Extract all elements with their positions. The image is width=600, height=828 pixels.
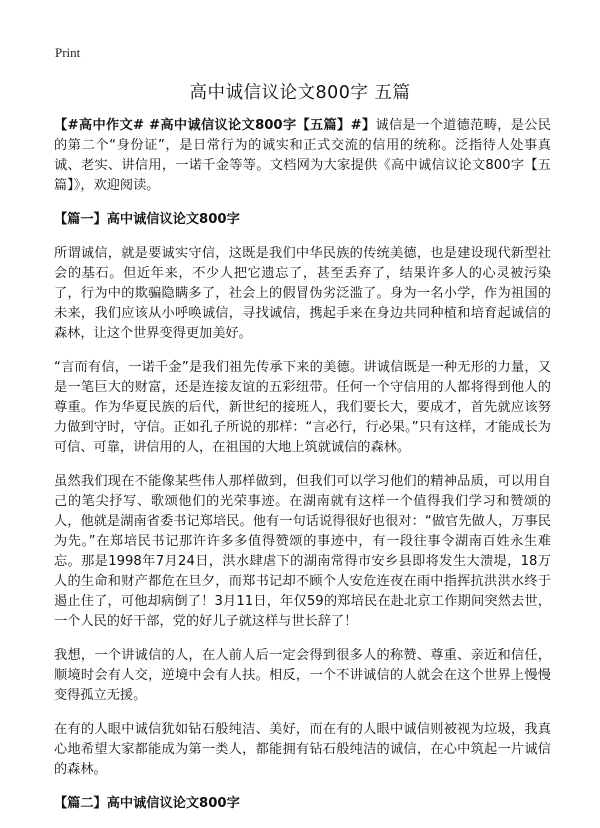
- article-body: [54, 116, 551, 828]
- intro-paragraph: [54, 116, 551, 196]
- print-link[interactable]: Print: [55, 45, 81, 60]
- body-paragraph: 虽然我们现在不能像某些伟人那样做到，但我们可以学习他们的精神品质，可以用自己的笔尖抒写、歌颂他们的光荣事迹。在湖南就有这样一个值得我们学习和赞颂的人，他就是湖南省委书记郑培民。他有一句话说得很好也很对：“做官先做人，万事民为先。”在郑培民书记那许许多多值得赞颂的事迹中，有一段往事令湖南百姓永生难忘。那是1998年7月24日，洪水肆虐下的湖南常得市安乡县即将发生大溃堤，18万人的生命和财产都危在旦夕，而郑书记却不顾个人安危连夜在雨中指挥抗洪洪水终于遏止住了，可他却病倒了！3月11日，年仅59的郑培民在赴北京工作期间突然去世，一个人民的好干部，党的好儿子就这样与世长辞了！: [54, 474, 551, 629]
- section-heading: 【篇一】高中诚信议论文800字: [54, 212, 240, 227]
- body-paragraph: 在有的人眼中诚信犹如钻石般纯洁、美好，而在有的人眼中诚信则被视为垃圾，我真心地希望大家都能成为第一类人，都能拥有钻石般纯洁的诚信，在心中筑起一片诚信的森林。: [54, 722, 551, 777]
- section-heading: 【篇二】高中诚信议论文800字: [54, 796, 240, 811]
- intro-tag: 【#高中作文# #高中诚信议论文800字【五篇】#】: [54, 118, 376, 133]
- page-title: 高中诚信议论文800字 五篇: [189, 83, 411, 103]
- body-paragraph: 所谓诚信，就是要诚实守信，这既是我们中华民族的传统美德，也是建设现代新型社会的基石。但近年来，不少人把它遗忘了，甚至丢弃了，结果许多人的心灵被污染了，行为中的欺骗隐瞒多了，社会上的假冒伪劣泛滥了。身为一名小学，作为祖国的未来，我们应该从小呼唤诚信，寻找诚信，携起手来在身边共同种植和培育起诚信的森林，让这个世界变得更加美好。: [54, 246, 551, 341]
- body-paragraph: “言而有信，一诺千金”是我们祖先传承下来的美德。讲诚信既是一种无形的力量，又是一笔巨大的财富，还是连接友谊的五彩纽带。任何一个守信用的人都将得到他人的尊重。作为华夏民族的后代，新世纪的接班人，我们要长大，要成才，首先就应该努力做到守时，守信。正如孔子所说的那样：“言必行，行必果。”只有这样，才能成长为可信、可靠，讲信用的人，在祖国的大地上筑就诚信的森林。: [54, 360, 551, 455]
- body-paragraph: 我想，一个讲诚信的人，在人前人后一定会得到很多人的称赞、尊重、亲近和信任，顺境时会有人交，逆境中会有人扶。相反，一个不讲诚信的人就会在这个世界上慢慢变得孤立无援。: [54, 648, 551, 703]
- intro-text: 诚信是一个道德范畴，是公民的第二个“身份证”，是日常行为的诚实和正式交流的信用的统称。泛指待人处事真诚、老实、讲信用，一诺千金等等。文档网为大家提供《高中诚信议论文800字【五篇】》，欢迎阅读。: [54, 118, 551, 193]
